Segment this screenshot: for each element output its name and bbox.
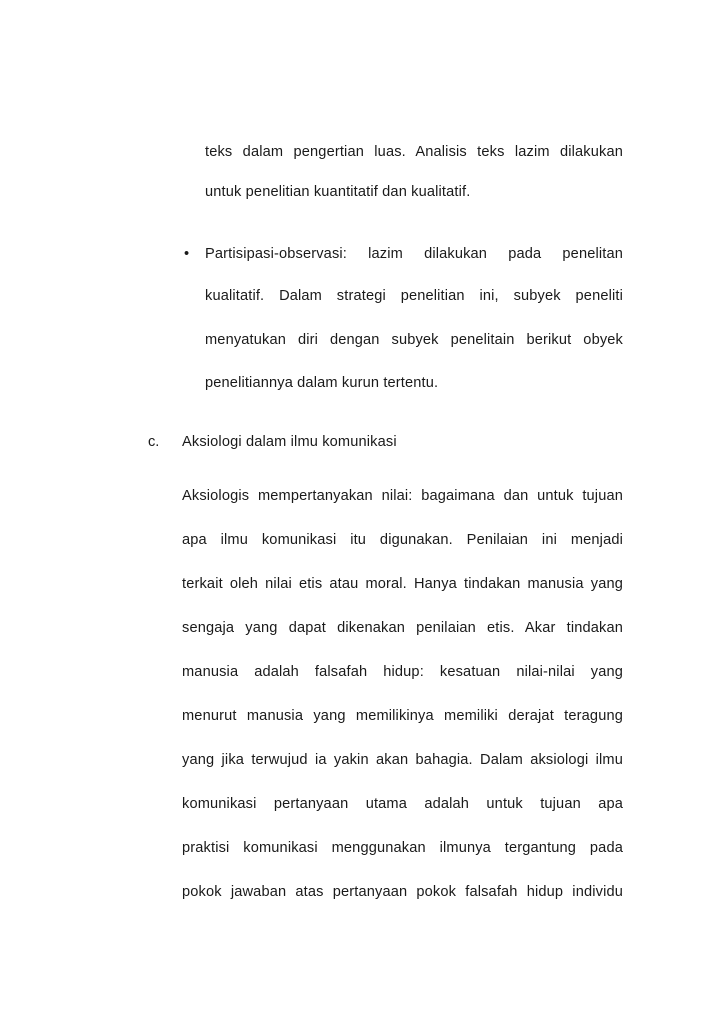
bullet-item-line: Partisipasi-observasi: lazim dilakukan pada penelitan: [205, 246, 623, 262]
bullet-marker: •: [184, 246, 190, 262]
paragraph-line: menurut manusia yang memilikinya memiliki derajat teragung: [182, 708, 623, 724]
paragraph-line: Aksiologis mempertanyakan nilai: bagaimana dan untuk tujuan: [182, 488, 623, 504]
bullet-continuation-line: teks dalam pengertian luas. Analisis teks lazim dilakukan: [205, 144, 623, 160]
paragraph-line: pokok jawaban atas pertanyaan pokok falsafah hidup individu: [182, 884, 623, 900]
section-marker: c.: [148, 434, 160, 450]
paragraph-line: apa ilmu komunikasi itu digunakan. Penilaian ini menjadi: [182, 532, 623, 548]
bullet-item-line: menyatukan diri dengan subyek penelitain berikut obyek: [205, 332, 623, 348]
bullet-item-line: kualitatif. Dalam strategi penelitian ini, subyek peneliti: [205, 288, 623, 304]
paragraph-line: sengaja yang dapat dikenakan penilaian etis. Akar tindakan: [182, 620, 623, 636]
section-heading: Aksiologi dalam ilmu komunikasi: [182, 434, 397, 450]
paragraph-line: praktisi komunikasi menggunakan ilmunya tergantung pada: [182, 840, 623, 856]
paragraph-line: komunikasi pertanyaan utama adalah untuk tujuan apa: [182, 796, 623, 812]
paragraph-line: terkait oleh nilai etis atau moral. Hanya tindakan manusia yang: [182, 576, 623, 592]
bullet-item-line: penelitiannya dalam kurun tertentu.: [205, 375, 439, 391]
bullet-continuation-line: untuk penelitian kuantitatif dan kualitatif.: [205, 184, 471, 200]
paragraph-line: manusia adalah falsafah hidup: kesatuan nilai-nilai yang: [182, 664, 623, 680]
paragraph-line: yang jika terwujud ia yakin akan bahagia. Dalam aksiologi ilmu: [182, 752, 623, 768]
